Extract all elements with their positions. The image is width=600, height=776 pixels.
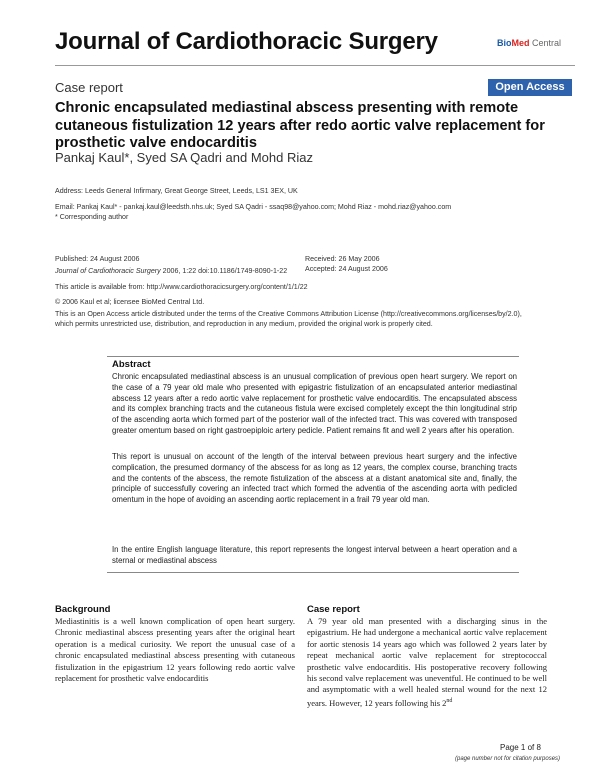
article-url[interactable]: This article is available from: http://www.cardiothoracicsurgery.org/content/1/1/22 xyxy=(55,283,308,291)
citation xyxy=(55,266,287,276)
accepted-date: Accepted: 24 August 2006 xyxy=(305,265,388,273)
background-text: Mediastinitis is a well known complication of open heart surgery. Chronic mediastinal abscess presenting years after the original heart operation is a medical curiosity. We report the unusual case of a chronic encapsulated mediastinal abscess presenting with cutaneous fistulization in the epigastrium 12 years following redo aortic valve replacement for prosthetic valve endocarditis xyxy=(55,616,295,684)
license-line-1[interactable]: This is an Open Access article distributed under the terms of the Creative Commons Attribution License (http://creativecommons.org/licenses/by/2.0), xyxy=(55,310,522,318)
header-divider xyxy=(55,65,575,66)
background-heading: Background xyxy=(55,604,111,615)
biomed-central-logo[interactable] xyxy=(497,38,561,48)
author-list: Pankaj Kaul*, Syed SA Qadri and Mohd Riaz xyxy=(55,150,313,165)
citation-details: 2006, 1:22 doi:10.1186/1749-8090-1-22 xyxy=(160,267,288,275)
logo-central: Central xyxy=(529,38,562,48)
page-number-note: (page number not for citation purposes) xyxy=(455,756,561,762)
logo-med: Med xyxy=(511,38,530,48)
author-emails[interactable]: Email: Pankaj Kaul* - pankaj.kaul@leedsth.nhs.uk; Syed SA Qadri - ssaq98@yahoo.com; Mohd Riaz - mohd.riaz@yahoo.com xyxy=(55,203,452,211)
case-report-heading: Case report xyxy=(307,604,360,615)
page-number: Page 1 of 8 xyxy=(500,743,541,752)
abstract-paragraph-1: Chronic encapsulated mediastinal abscess is an unusual complication of previous open heart surgery. We report on the case of a 79 year old male who presented with epigastric fistulization of an encapsulated anterior mediastinal abscess 12 years after a redo aortic valve replacement for prosthetic valve endocarditis. The encapsulated abscess and its complex branching tracts and the cutaneous fistula were excised completely except the thin longitudinal strip of the ascending aorta which formed part of the posterior wall of the infected tract. This was covered with transposed greater omentum based on right gastroepiploic artery pedicle. Patient remains fit and well 2 years after his operation. xyxy=(112,372,517,435)
logo-bio: Bio xyxy=(497,38,512,48)
published-date: Published: 24 August 2006 xyxy=(55,255,140,263)
article-type: Case report xyxy=(55,80,123,95)
author-address: Address: Leeds General Infirmary, Great George Street, Leeds, LS1 3EX, UK xyxy=(55,187,298,195)
citation-journal: Journal of Cardiothoracic Surgery xyxy=(55,267,161,275)
case-report-text xyxy=(307,616,547,709)
open-access-badge: Open Access xyxy=(488,79,572,96)
copyright-notice: © 2006 Kaul et al; licensee BioMed Central Ltd. xyxy=(55,298,205,306)
received-date: Received: 26 May 2006 xyxy=(305,255,380,263)
ordinal-suffix: nd xyxy=(446,697,453,704)
case-report-body: A 79 year old man presented with a discharging sinus in the epigastrium. He had undergone a mechanical aortic valve replacement for aortic stenosis 14 years ago which was followed 2 years later by repeat mechanical aortic valve replacement for streptococcal prosthetic valve endocarditis. His postoperative recovery following his second valve replacement was uneventful. He continued to be well and asymptomatic with a well healed sternal wound for the next 12 years. However, 12 years following his 2 xyxy=(307,616,547,708)
abstract-paragraph-2: This report is unusual on account of the length of the interval between previous heart surgery and the infective complication, the presumed dormancy of the abscess for as long as 12 years, the complex course, branching tracts and the contents of the abscess, the remote fistulization of the abscess at a distant anatomical site and, finally, the principle of successfully covering an infected tract which formed the adventia of the ascending aorta with pedicled omentum in the hope of avoiding an ascending aortic replacement in a frail 79 year old man. xyxy=(112,452,517,505)
corresponding-author-note: * Corresponding author xyxy=(55,213,129,221)
license-line-2: which permits unrestricted use, distribution, and reproduction in any medium, provided the original work is properly cited. xyxy=(55,320,433,328)
abstract-paragraph-3: In the entire English language literature, this report represents the longest interval between a heart operation and a sternal or mediastinal abscess xyxy=(112,545,517,565)
journal-title: Journal of Cardiothoracic Surgery xyxy=(55,28,438,55)
article-title: Chronic encapsulated mediastinal abscess presenting with remote cutaneous fistulization 12 years after redo aortic valve replacement for prosthetic valve endocarditis xyxy=(55,100,545,151)
abstract-heading: Abstract xyxy=(112,359,151,370)
